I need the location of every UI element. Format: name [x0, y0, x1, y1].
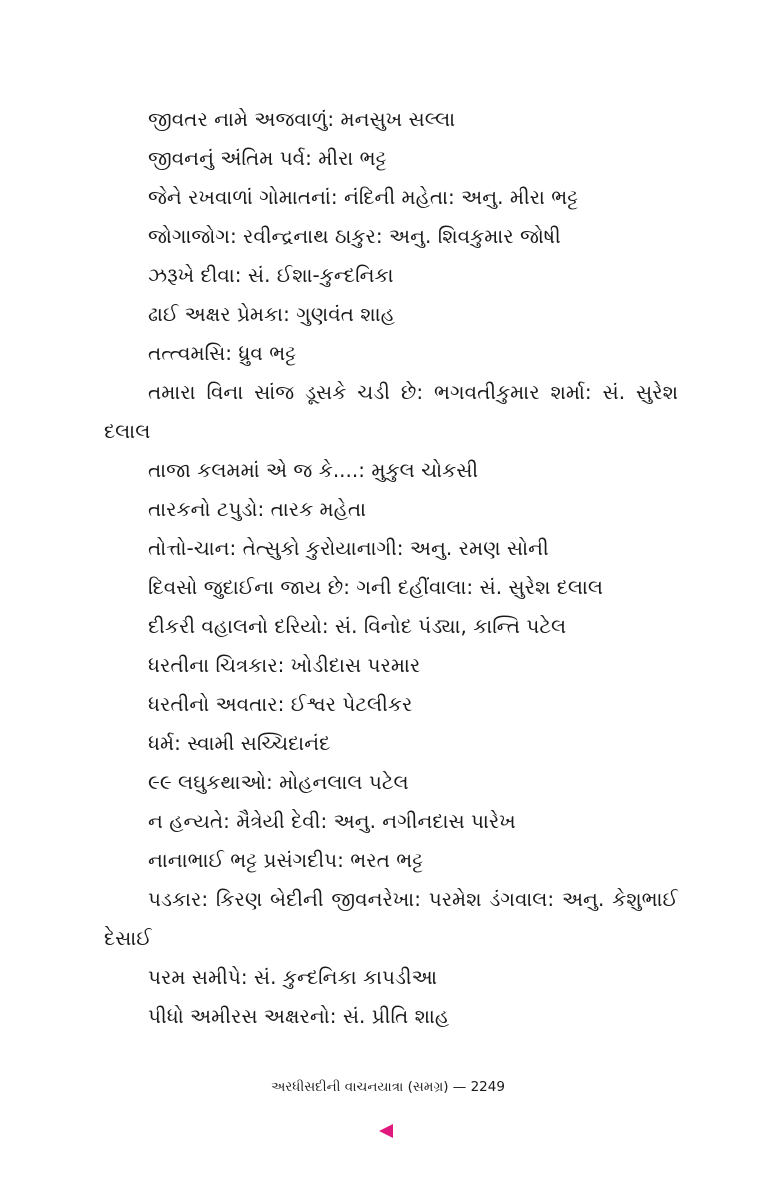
- list-item: તત્ત્વમસિ: ધ્રુવ ભટ્ટ: [148, 341, 297, 365]
- list-item: ૯૯ લઘુકથાઓ: મોહનલાલ પટેલ: [148, 770, 409, 794]
- list-item: ધર્મ: સ્વામી સચ્ચિદાનંદ: [148, 731, 331, 755]
- triangle-left-icon[interactable]: [379, 1124, 393, 1138]
- list-item: જીવતર નામે અજવાળું: મનસુખ સલ્લા: [148, 107, 456, 131]
- book-list: [104, 100, 678, 1036]
- list-item: દીકરી વહાલનો દરિયો: સં. વિનોદ પંડ્યા, કાન્તિ પટેલ: [148, 614, 567, 638]
- list-item: જોગાજોગ: રવીન્દ્રનાથ ઠાકુર: અનુ. શિવકુમાર જોષી: [148, 224, 561, 248]
- list-item: તારકનો ટપુડો: તારક મહેતા: [148, 497, 367, 521]
- list-item: ઝરૂખે દીવા: સં. ઈશા-કુન્દનિકા: [148, 263, 394, 287]
- list-item: તાજા કલમમાં એ જ કે....: મુકુલ ચોકસી: [148, 458, 479, 482]
- list-item: દિવસો જુદાઈના જાય છે: ગની દહીંવાલા: સં. સુરેશ દલાલ: [148, 575, 604, 599]
- list-item: નાનાભાઈ ભટ્ટ પ્રસંગદીપ: ભરત ભટ્ટ: [148, 848, 424, 872]
- list-item: તોત્તો-ચાન: તેત્સુકો કુરોયાનાગી: અનુ. રમણ સોની: [148, 536, 549, 560]
- list-item: ધરતીના ચિત્રકાર: ખોડીદાસ પરમાર: [148, 653, 421, 677]
- list-item: તમારા વિના સાંજ ડૂસકે ચડી છે: ભગવતીકુમાર શર્મા: સં. સુરેશ દલાલ: [104, 380, 678, 443]
- list-item: ધરતીનો અવતાર: ઈશ્વર પેટલીકર: [148, 692, 413, 716]
- list-item: પીધો અમીરસ અક્ષરનો: સં. પ્રીતિ શાહ: [148, 1004, 450, 1028]
- list-item: જેને રખવાળાં ગોમાતનાં: નંદિની મહેતા: અનુ. મીરા ભટ્ટ: [148, 185, 579, 209]
- list-item: પરમ સમીપે: સં. કુન્દનિકા કાપડીઆ: [148, 965, 438, 989]
- list-item: પડકાર: કિરણ બેદીની જીવનરેખા: પરમેશ ડંગવાલ: અનુ. કેશુભાઈ દેસાઈ: [104, 887, 678, 950]
- list-item: જીવનનું અંતિમ પર્વ: મીરા ભટ્ટ: [148, 146, 387, 170]
- page-footer: અરધીસદીની વાચનયાત્રા (સમગ્ર) — 2249: [271, 1079, 505, 1095]
- list-item: ન હન્યતે: મૈત્રેયી દેવી: અનુ. નગીનદાસ પારેખ: [148, 809, 516, 833]
- list-item: ઢાઈ અક્ષર પ્રેમકા: ગુણવંત શાહ: [148, 302, 395, 326]
